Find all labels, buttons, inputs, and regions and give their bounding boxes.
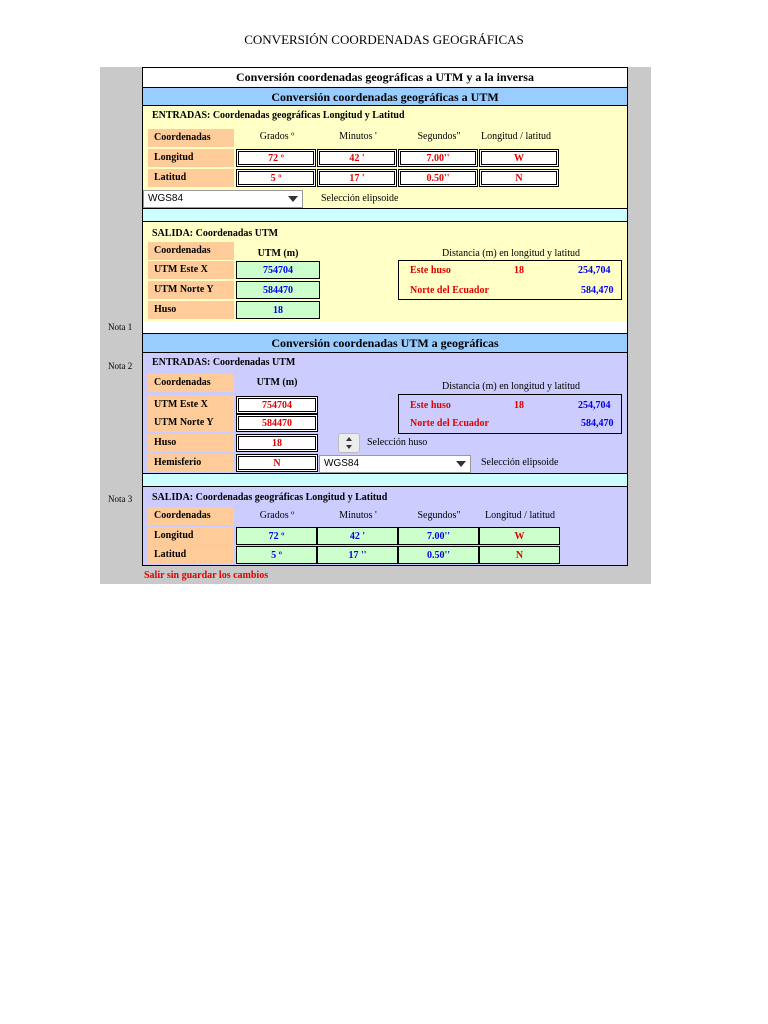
huso-select-label: Selección huso <box>367 437 428 448</box>
dist1-norte-value: 584,470 <box>581 285 614 296</box>
col-segundos: Segundos" <box>417 131 461 142</box>
in2-label-utm-este: UTM Este X <box>148 396 234 414</box>
arrow-down-icon[interactable] <box>346 445 352 449</box>
section1-inputs-title: ENTRADAS: Coordenadas geográficas Longitud y Latitud <box>152 110 405 121</box>
out2-label-longitud: Longitud <box>148 527 234 545</box>
huso-spinner[interactable] <box>338 433 360 453</box>
out2-longitud-grados: 72 º <box>236 527 317 545</box>
longitud-minutos-input[interactable]: 42 ' <box>317 149 397 167</box>
chevron-down-icon <box>456 461 466 467</box>
note-2: Nota 2 <box>108 361 133 371</box>
distance-title-2: Distancia (m) en longitud y latitud <box>442 381 581 392</box>
out2-col-minutos: Minutos ' <box>339 510 377 521</box>
out-label-utm-norte: UTM Norte Y <box>148 281 234 299</box>
col-grados: Grados º <box>259 131 295 142</box>
section2-divider <box>143 473 627 487</box>
longitud-segundos-input[interactable]: 7.00'' <box>398 149 478 167</box>
arrow-up-icon[interactable] <box>346 437 352 441</box>
ellipsoid-select-1[interactable] <box>143 190 303 208</box>
page-title: CONVERSIÓN COORDENADAS GEOGRÁFICAS <box>244 32 524 47</box>
out2-col-grados: Grados º <box>259 510 295 521</box>
chevron-down-icon <box>288 196 298 202</box>
section1-output-title: SALIDA: Coordenadas UTM <box>152 228 279 239</box>
in2-hemisferio-input[interactable]: N <box>236 454 318 472</box>
in2-label-huso: Huso <box>148 434 234 452</box>
dist1-este-value: 254,704 <box>578 265 611 276</box>
latitud-dir-input[interactable]: N <box>479 169 559 187</box>
section1-divider <box>143 208 627 222</box>
coord-header-label: Coordenadas <box>148 129 234 147</box>
out-utm-este-value: 754704 <box>236 261 320 279</box>
ellipsoid-label-2: Selección elipsoide <box>481 457 559 468</box>
note-3: Nota 3 <box>108 494 133 504</box>
in2-label-hemisferio: Hemisferio <box>148 454 234 472</box>
section1-title: Conversión coordenadas geográficas a UTM <box>143 87 627 106</box>
note-1: Nota 1 <box>108 322 133 332</box>
dist1-norte-label: Norte del Ecuador <box>410 285 489 296</box>
out-huso-value: 18 <box>236 301 320 319</box>
row-label-longitud: Longitud <box>148 149 234 167</box>
ellipsoid-label-1: Selección elipsoide <box>321 193 399 204</box>
col-utm-m: UTM (m) <box>257 248 299 259</box>
out2-longitud-dir: W <box>479 527 560 545</box>
out2-coord-header-label: Coordenadas <box>148 507 234 525</box>
section2-title: Conversión coordenadas UTM a geográficas <box>143 333 627 353</box>
out2-longitud-minutos: 42 ' <box>317 527 398 545</box>
dist2-norte-value: 584,470 <box>581 418 614 429</box>
latitud-grados-input[interactable]: 5 º <box>236 169 316 187</box>
dist2-este-value: 254,704 <box>578 400 611 411</box>
latitud-minutos-input[interactable]: 17 ' <box>317 169 397 187</box>
out2-label-latitud: Latitud <box>148 546 234 564</box>
col-minutos: Minutos ' <box>339 131 377 142</box>
in2-utm-norte-input[interactable]: 584470 <box>236 414 318 432</box>
dist1-este-label: Este huso <box>410 265 451 276</box>
distance-title-1: Distancia (m) en longitud y latitud <box>442 248 581 259</box>
dist2-este-label: Este huso <box>410 400 451 411</box>
in2-utm-este-input[interactable]: 754704 <box>236 396 318 414</box>
col2-utm-m: UTM (m) <box>256 377 298 388</box>
row-label-latitud: Latitud <box>148 169 234 187</box>
ellipsoid-select-2[interactable] <box>319 455 471 473</box>
out2-latitud-dir: N <box>479 546 560 564</box>
out-label-utm-este: UTM Este X <box>148 261 234 279</box>
longitud-grados-input[interactable]: 72 º <box>236 149 316 167</box>
exit-without-saving-link[interactable]: Salir sin guardar los cambios <box>144 570 269 581</box>
in2-huso-input[interactable]: 18 <box>236 434 318 452</box>
out2-latitud-grados: 5 º <box>236 546 317 564</box>
ellipsoid-select-2-value: WGS84 <box>324 458 360 469</box>
in2-label-utm-norte: UTM Norte Y <box>148 414 234 432</box>
out2-latitud-minutos: 17 '' <box>317 546 398 564</box>
dist2-este-huso: 18 <box>514 400 524 411</box>
col-longlat: Longitud / latitud <box>481 131 551 142</box>
section2-output-title: SALIDA: Coordenadas geográficas Longitud y Latitud <box>152 492 388 503</box>
dist2-norte-label: Norte del Ecuador <box>410 418 489 429</box>
latitud-segundos-input[interactable]: 0.50'' <box>398 169 478 187</box>
out-label-huso: Huso <box>148 301 234 319</box>
out2-latitud-segundos: 0.50'' <box>398 546 479 564</box>
out-coord-header-label: Coordenadas <box>148 242 234 260</box>
out2-longitud-segundos: 7.00'' <box>398 527 479 545</box>
out2-col-segundos: Segundos" <box>417 510 461 521</box>
dist1-este-huso: 18 <box>514 265 524 276</box>
ellipsoid-select-1-value: WGS84 <box>148 193 184 204</box>
main-title: Conversión coordenadas geográficas a UTM y a la inversa <box>143 68 627 87</box>
section2-inputs-title: ENTRADAS: Coordenadas UTM <box>152 357 296 368</box>
out-utm-norte-value: 584470 <box>236 281 320 299</box>
longitud-dir-input[interactable]: W <box>479 149 559 167</box>
out2-col-longlat: Longitud / latitud <box>485 510 555 521</box>
in2-coord-header-label: Coordenadas <box>148 374 234 392</box>
